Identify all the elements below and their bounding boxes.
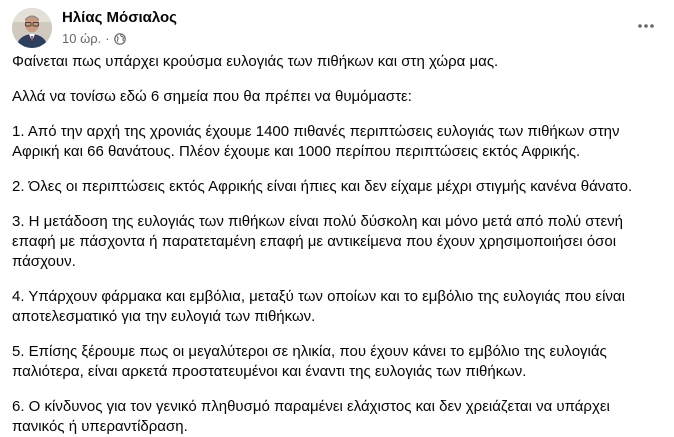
post-paragraph-point-1: 1. Από την αρχή της χρονιάς έχουμε 1400 πιθανές περιπτώσεις ευλογιάς των πιθήκων στην Αφρική και 66 θανάτους. Πλέον έχουμε και 1000 περίπου περιπτώσεις εκτός Αφρικής. <box>12 123 620 160</box>
post-paragraph-intro: Φαίνεται πως υπάρχει κρούσμα ευλογιάς των πιθήκων και στη χώρα μας. <box>12 53 499 70</box>
post-paragraph-point-6: 6. Ο κίνδυνος για τον γενικό πληθυσμό παραμένει ελάχιστος και δεν χρειάζεται να υπάρχει πανικός ή υπεραντίδραση. <box>12 398 610 435</box>
post-paragraph-point-5: 5. Επίσης ξέρουμε πως οι μεγαλύτεροι σε ηλικία, που έχουν κάνει το εμβόλιο της ευλογιάς παλιότερα, είναι αρκετά προστατευμένοι και έναντι της ευλογιάς των πιθήκων. <box>12 343 607 380</box>
more-horizontal-icon <box>636 16 656 36</box>
post-paragraph-point-2: 2. Όλες οι περιπτώσεις εκτός Αφρικής είναι ήπιες και δεν είχαμε μέχρι στιγμής κανένα θάνατο. <box>12 178 633 195</box>
post-header <box>12 6 662 50</box>
post-paragraph-point-4: 4. Υπάρχουν φάρμακα και εμβόλια, μεταξύ των οποίων και το εμβόλιο της ευλογιάς που είναι αποτελεσματικό για την ευλογιά των πιθήκων. <box>12 288 625 325</box>
meta-separator: · <box>105 31 110 46</box>
profile-photo-icon <box>12 8 52 48</box>
post-timestamp[interactable]: 10 ώρ. <box>62 31 102 46</box>
post-paragraph-lead: Αλλά να τονίσω εδώ 6 σημεία που θα πρέπει να θυμόμαστε: <box>12 88 412 105</box>
avatar[interactable] <box>12 8 52 48</box>
post-body <box>12 52 662 437</box>
more-options-button[interactable] <box>630 10 662 42</box>
globe-icon[interactable] <box>114 33 126 45</box>
post-paragraph-point-3: 3. Η μετάδοση της ευλογιάς των πιθήκων είναι πολύ δύσκολη και μόνο μετά από πολύ στενή επαφή με πάσχοντα ή παρατεταμένη επαφή με αντικείμενα που έχουν χρησιμοποιήσει όσοι πάσχουν. <box>12 213 623 270</box>
author-name[interactable]: Ηλίας Μόσιαλος <box>62 9 177 26</box>
post-meta <box>62 31 126 46</box>
